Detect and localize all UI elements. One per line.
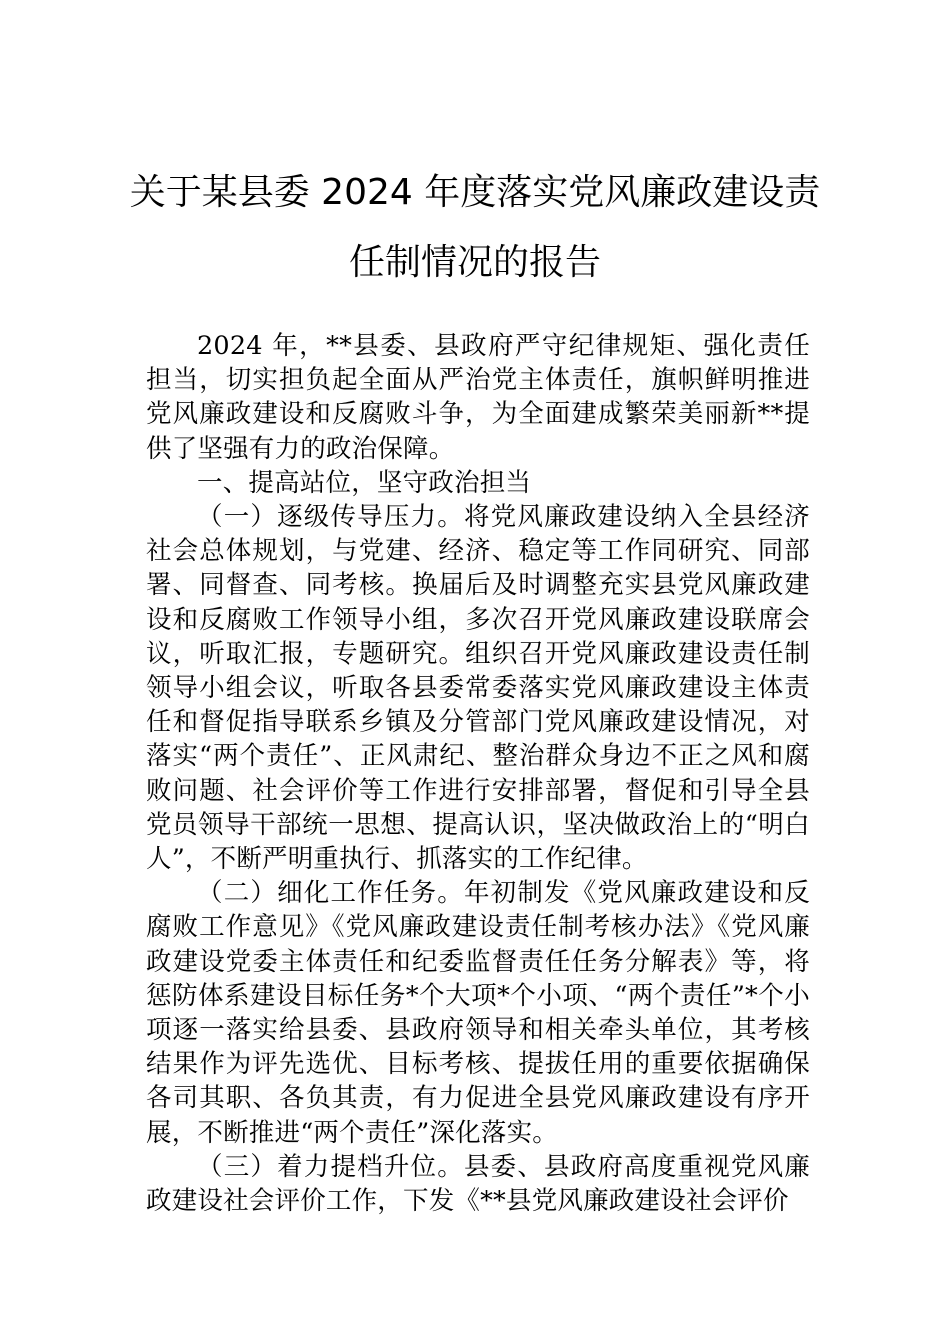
title-line-1: 关于某县委 2024 年度落实党风廉政建设责 bbox=[129, 172, 821, 213]
section-heading-1: 一、提高站位，坚守政治担当 bbox=[197, 467, 532, 498]
paragraph-subsection-3: （三）着力提档升位。县委、县政府高度重视党风廉政建设社会评价工作，下发《**县党风廉政建设社会评价 bbox=[146, 1151, 810, 1217]
intro-paragraph: 2024 年，**县委、县政府严守纪律规矩、强化责任担当，切实担负起全面从严治党主体责任，旗帜鲜明推进党风廉政建设和反腐败斗争，为全面建成繁荣美丽新**提供了坚强有力的政治保障。 bbox=[146, 331, 810, 464]
title-line-2: 任制情况的报告 bbox=[348, 242, 601, 283]
document-body bbox=[146, 329, 810, 1218]
document-title bbox=[120, 158, 830, 298]
paragraph-subsection-2: （二）细化工作任务。年初制发《党风廉政建设和反腐败工作意见》《党风廉政建设责任制考核办法》《党风廉政建设党委主体责任和纪委监督责任任务分解表》等，将惩防体系建设目标任务*个大项*个小项、“两个责任”*个小项逐一落实给县委、县政府领导和相关牵头单位，其考核结果作为评先选优、目标考核、提拔任用的重要依据确保各司其职、各负其责，有力促进全县党风廉政建设有序开展，不断推进“两个责任”深化落实。 bbox=[146, 878, 810, 1148]
paragraph-subsection-1: （一）逐级传导压力。将党风廉政建设纳入全县经济社会总体规划，与党建、经济、稳定等工作同研究、同部署、同督查、同考核。换届后及时调整充实县党风廉政建设和反腐败工作领导小组，多次召开党风廉政建设联席会议，听取汇报，专题研究。组织召开党风廉政建设责任制领导小组会议，听取各县委常委落实党风廉政建设主体责任和督促指导联系乡镇及分管部门党风廉政建设情况，对落实“两个责任”、正风肃纪、整治群众身边不正之风和腐败问题、社会评价等工作进行安排部署，督促和引导全县党员领导干部统一思想、提高认识，坚决做政治上的“明白人”，不断严明重执行、抓落实的工作纪律。 bbox=[146, 502, 810, 875]
